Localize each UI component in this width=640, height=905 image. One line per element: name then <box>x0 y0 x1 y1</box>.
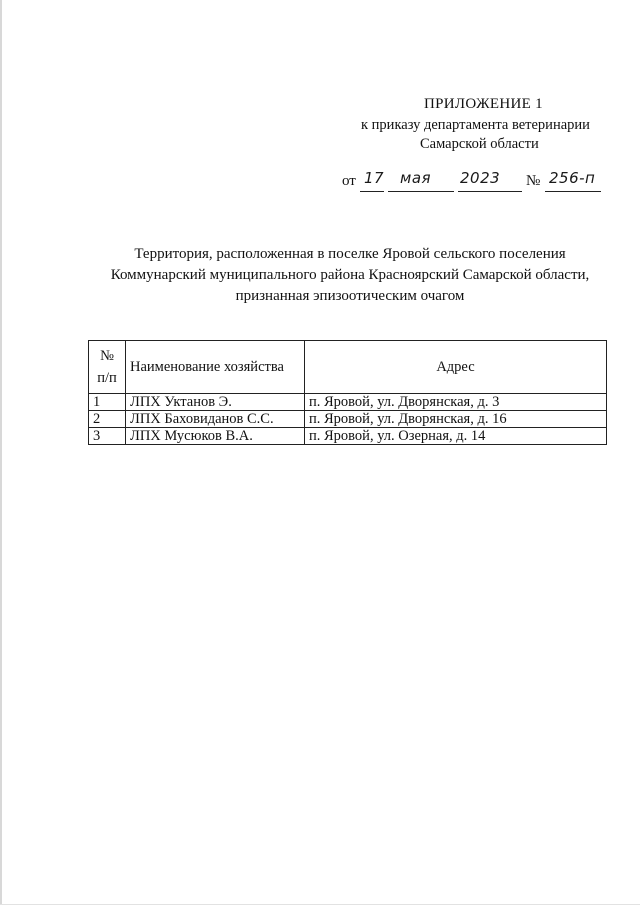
row-address: п. Яровой, ул. Озерная, д. 14 <box>305 428 607 445</box>
header-number: № п/п <box>89 341 126 394</box>
row-farm-name: ЛПХ Мусюков В.А. <box>126 428 305 445</box>
section-title-line1: Территория, расположенная в поселке Яровой сельского поселения <box>134 246 566 262</box>
row-number: 2 <box>89 411 126 428</box>
order-number-label: № <box>526 173 541 189</box>
row-number: 1 <box>89 394 126 411</box>
order-date-number <box>342 169 612 195</box>
order-month-underline <box>388 191 454 192</box>
section-title-line3: признанная эпизоотическим очагом <box>235 288 465 304</box>
header-farm-name: Наименование хозяйства <box>126 341 305 394</box>
order-from-label: от <box>342 173 356 189</box>
section-title-line2: Коммунарский муниципального района Красноярский Самарской области, <box>110 267 590 283</box>
table-row <box>89 394 607 411</box>
appendix-reference-line2: Самарской области <box>420 136 539 152</box>
header-address: Адрес <box>305 341 607 394</box>
order-year: 2023 <box>460 169 501 187</box>
table-row <box>89 428 607 445</box>
order-year-underline <box>458 191 522 192</box>
order-day: 17 <box>364 169 385 187</box>
order-day-underline <box>360 191 384 192</box>
table-row <box>89 411 607 428</box>
row-farm-name: ЛПХ Уктанов Э. <box>126 394 305 411</box>
appendix-title: ПРИЛОЖЕНИЕ 1 <box>424 96 543 112</box>
order-number-underline <box>545 191 601 192</box>
row-number: 3 <box>89 428 126 445</box>
order-month: мая <box>400 169 432 187</box>
farms-table <box>88 340 607 445</box>
row-farm-name: ЛПХ Баховиданов С.С. <box>126 411 305 428</box>
order-number: 256-п <box>549 169 596 187</box>
row-address: п. Яровой, ул. Дворянская, д. 16 <box>305 411 607 428</box>
appendix-reference-line1: к приказу департамента ветеринарии <box>361 117 590 133</box>
section-title <box>60 244 640 307</box>
table-header-row <box>89 341 607 394</box>
row-address: п. Яровой, ул. Дворянская, д. 3 <box>305 394 607 411</box>
scan-edge-left <box>0 0 2 905</box>
